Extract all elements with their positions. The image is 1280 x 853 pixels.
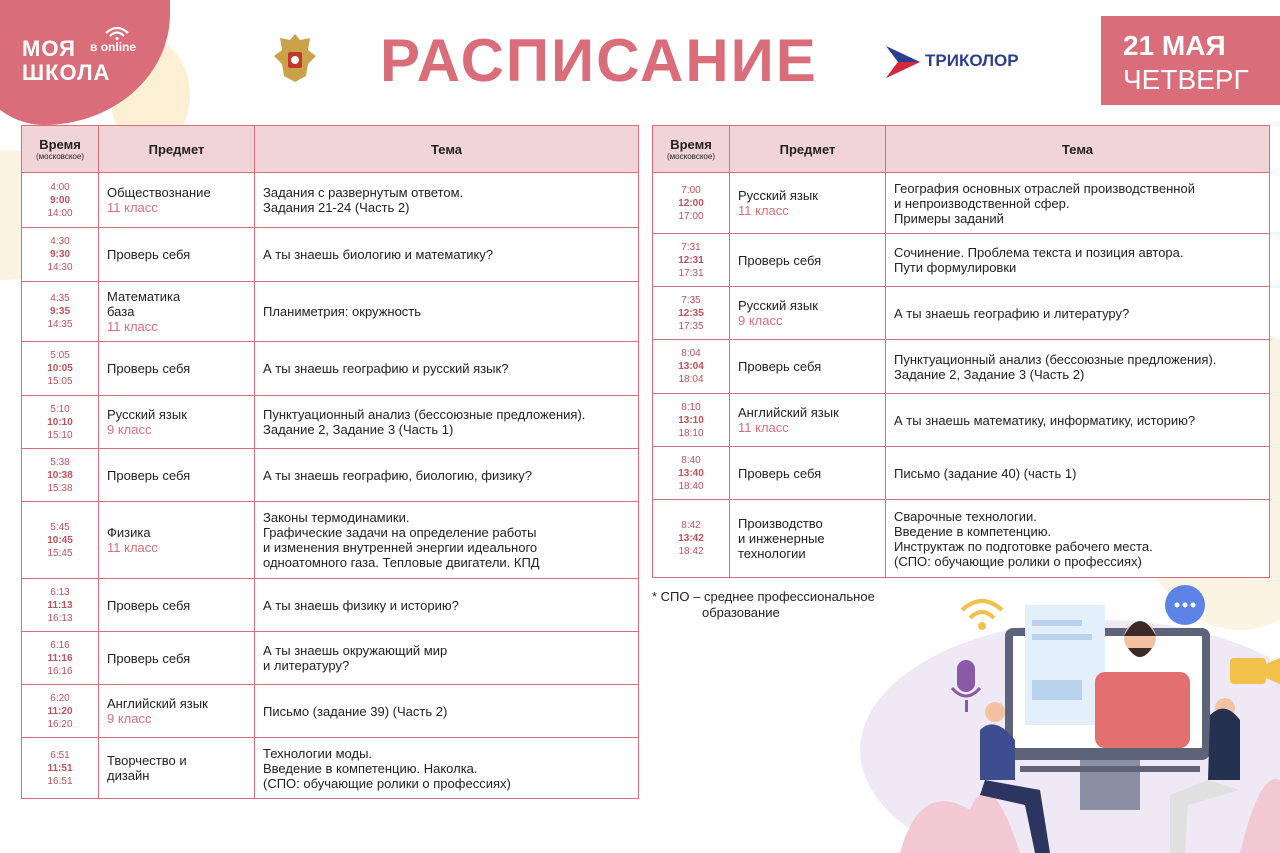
time-cell (653, 394, 730, 447)
time-cell (22, 449, 99, 502)
time-cell (653, 340, 730, 394)
time-cell (22, 282, 99, 342)
topic-line: Планиметрия: окружность (263, 304, 422, 319)
header-subject: Предмет (730, 126, 886, 173)
subject-name: дизайн (107, 768, 150, 783)
time-t2: 10:05 (47, 363, 73, 374)
time-cell (22, 228, 99, 282)
grade-label: 9 класс (107, 711, 152, 726)
time-t2: 11:16 (47, 652, 73, 664)
topic-line: А ты знаешь физику и историю? (263, 597, 459, 613)
time-t3: 16:51 (47, 775, 73, 787)
topic-line: (СПО: обучающие ролики о профессиях) (894, 553, 1142, 569)
subject-cell (730, 500, 886, 578)
time-cell (22, 502, 99, 579)
topic-cell (255, 738, 639, 799)
topic-cell (886, 394, 1270, 447)
topic-cell (886, 500, 1270, 578)
subject-cell (730, 394, 886, 447)
grade-label: 9 класс (107, 422, 152, 437)
time-cell (22, 738, 99, 799)
time-t1: 6:51 (50, 749, 70, 761)
topic-cell (255, 502, 639, 579)
time-t3: 17:35 (678, 320, 704, 332)
subject-name: Математика (107, 289, 181, 304)
time-t3: 14:00 (47, 207, 73, 219)
table-row (653, 340, 1270, 394)
topic-cell (255, 228, 639, 282)
topic-cell (255, 685, 639, 738)
time-cell (22, 579, 99, 632)
topic-line: Задание 2, Задание 3 (Часть 1) (263, 422, 454, 437)
time-t3: 16:20 (47, 718, 73, 730)
topic-line: Графические задачи на определение работы (263, 525, 537, 540)
time-t3: 14:35 (47, 319, 73, 330)
subject-cell (99, 449, 255, 502)
subject-cell (99, 282, 255, 342)
table-row (22, 342, 639, 396)
time-t2: 13:10 (678, 414, 704, 426)
time-t1: 5:10 (50, 403, 70, 415)
subject-name: база (107, 304, 135, 319)
time-t2: 11:51 (47, 762, 73, 774)
time-t2: 12:31 (678, 254, 704, 266)
time-t3: 16:13 (47, 612, 73, 624)
grade-label: 11 класс (107, 200, 158, 215)
table-row (22, 173, 639, 228)
subject-cell (99, 342, 255, 396)
wifi-icon (104, 26, 130, 40)
time-t3: 15:05 (47, 376, 73, 387)
time-cell (22, 173, 99, 228)
topic-line: (СПО: обучающие ролики о профессиях) (263, 775, 511, 791)
header-topic: Тема (886, 126, 1270, 173)
online-lesson-illustration (840, 580, 1280, 853)
table-header-row (653, 126, 1270, 173)
subject-name: Русский язык (107, 407, 187, 422)
moya-shkola-logo (0, 0, 170, 120)
time-t3: 15:45 (47, 547, 73, 559)
time-t2: 13:42 (678, 533, 704, 544)
topic-line: Сочинение. Проблема текста и позиция автора. (894, 245, 1184, 260)
time-t1: 6:16 (50, 639, 70, 651)
subject-cell (99, 228, 255, 282)
ministry-emblem-icon (270, 30, 320, 86)
logo-line1: МОЯ (22, 36, 76, 61)
time-t3: 18:40 (678, 480, 704, 492)
topic-cell (255, 579, 639, 632)
subject-name: Русский язык (738, 188, 818, 203)
time-t2: 10:38 (47, 469, 73, 481)
topic-line: Технологии моды. (263, 745, 373, 761)
subject-name: Производство (738, 516, 823, 531)
footnote-line2: образование (702, 605, 780, 620)
topic-line: Письмо (задание 39) (Часть 2) (263, 703, 448, 719)
topic-line: А ты знаешь географию, биологию, физику? (263, 467, 532, 483)
topic-line: Введение в компетенцию. Наколка. (263, 760, 478, 776)
table-row (22, 396, 639, 449)
subject-cell (99, 396, 255, 449)
schedule-table-right (652, 125, 1270, 578)
time-t2: 9:30 (49, 249, 70, 260)
topic-line: Введение в компетенцию. (894, 523, 1052, 539)
topic-cell (255, 342, 639, 396)
topic-line: одноатомного газа. Тепловые двигатели. КПД (263, 555, 540, 570)
subject-name: Проверь себя (738, 465, 822, 481)
table-row (22, 449, 639, 502)
subject-name: и инженерные (738, 531, 825, 546)
time-cell (653, 287, 730, 340)
table-row (653, 173, 1270, 234)
subject-name: Проверь себя (738, 252, 822, 268)
subject-name: Обществознание (107, 185, 211, 200)
time-t1: 6:20 (50, 692, 70, 704)
topic-cell (255, 632, 639, 685)
time-t1: 4:30 (50, 236, 70, 247)
topic-line: Сварочные технологии. (894, 508, 1037, 524)
topic-line: Задания 21-24 (Часть 2) (263, 200, 410, 215)
subject-cell (730, 173, 886, 234)
topic-line: География основных отраслей производственной (894, 180, 1195, 196)
table-row (653, 500, 1270, 578)
time-t2: 9:00 (49, 194, 70, 206)
time-t3: 15:10 (47, 429, 73, 441)
schedule-table-left (21, 125, 639, 799)
topic-line: А ты знаешь окружающий мир (263, 643, 448, 658)
topic-line: и непроизводственной сфер. (894, 195, 1070, 211)
subject-cell (99, 173, 255, 228)
time-t2: 12:35 (678, 307, 704, 319)
subject-name: Проверь себя (107, 650, 191, 666)
time-cell (22, 632, 99, 685)
time-t2: 10:10 (47, 416, 73, 428)
topic-line: и литературу? (263, 658, 350, 673)
time-t1: 8:40 (681, 454, 701, 466)
time-t3: 18:42 (678, 546, 704, 557)
topic-cell (886, 447, 1270, 500)
table-row (653, 234, 1270, 287)
time-t2: 11:13 (47, 599, 73, 611)
subject-cell (99, 685, 255, 738)
grade-label: 11 класс (738, 420, 789, 435)
partner-name: ТРИКОЛОР (925, 51, 1019, 70)
grade-label: 11 класс (107, 319, 158, 334)
time-t1: 4:00 (50, 181, 70, 193)
subject-name: Английский язык (107, 696, 208, 711)
time-t2: 13:40 (678, 467, 704, 479)
date-weekday: ЧЕТВЕРГ (1123, 64, 1249, 95)
subject-name: Проверь себя (107, 597, 191, 613)
topic-cell (886, 173, 1270, 234)
subject-cell (99, 502, 255, 579)
subject-name: Проверь себя (107, 467, 191, 483)
time-t3: 18:04 (678, 374, 704, 385)
time-t2: 12:00 (678, 197, 704, 209)
subject-cell (99, 738, 255, 799)
grade-label: 9 класс (738, 313, 783, 328)
subject-cell (99, 632, 255, 685)
subject-name: Творчество и (107, 753, 187, 768)
topic-cell (255, 173, 639, 228)
time-t3: 14:30 (47, 262, 73, 273)
topic-line: А ты знаешь математику, информатику, историю? (894, 412, 1196, 428)
time-t1: 5:05 (50, 350, 70, 361)
subject-name: технологии (738, 546, 806, 561)
topic-line: Пунктуационный анализ (бессоюзные предложения). (894, 351, 1217, 367)
grade-label: 11 класс (107, 540, 158, 555)
table-row (653, 287, 1270, 340)
time-t3: 18:10 (678, 427, 704, 439)
table-row (22, 738, 639, 799)
topic-line: Задание 2, Задание 3 (Часть 2) (894, 366, 1085, 382)
topic-cell (886, 234, 1270, 287)
subject-name: Русский язык (738, 298, 818, 313)
header-subject: Предмет (99, 126, 255, 173)
subject-cell (730, 287, 886, 340)
grade-label: 11 класс (738, 203, 789, 218)
topic-line: Задания с развернутым ответом. (263, 185, 464, 200)
topic-line: Письмо (задание 40) (часть 1) (894, 465, 1077, 481)
topic-line: А ты знаешь географию и русский язык? (263, 361, 509, 376)
topic-cell (255, 396, 639, 449)
time-cell (22, 342, 99, 396)
topic-cell (255, 449, 639, 502)
time-cell (22, 685, 99, 738)
time-t1: 8:10 (681, 401, 701, 413)
time-t3: 17:00 (678, 210, 704, 222)
time-t1: 7:31 (681, 241, 701, 253)
time-t2: 13:04 (678, 361, 704, 372)
time-t3: 17:31 (678, 267, 704, 279)
table-row (653, 447, 1270, 500)
subject-cell (730, 447, 886, 500)
subject-name: Проверь себя (738, 359, 822, 374)
topic-line: А ты знаешь биологию и математику? (263, 247, 494, 262)
table-row (22, 579, 639, 632)
time-cell (653, 447, 730, 500)
table-row (22, 502, 639, 579)
time-t3: 16:16 (47, 665, 73, 677)
footnote-line1: * СПО – среднее профессиональное (652, 589, 875, 604)
subject-cell (99, 579, 255, 632)
subject-name: Физика (107, 525, 151, 540)
time-t3: 15:38 (47, 482, 73, 494)
table-row (22, 228, 639, 282)
table-row (22, 685, 639, 738)
table-row (22, 282, 639, 342)
topic-line: Пунктуационный анализ (бессоюзные предложения). (263, 407, 586, 422)
time-cell (653, 173, 730, 234)
time-t1: 4:35 (50, 293, 70, 304)
topic-line: Инструктаж по подготовке рабочего места. (894, 538, 1153, 554)
time-t2: 9:35 (49, 306, 70, 317)
subject-cell (730, 234, 886, 287)
header-time: Время (московское) (22, 126, 99, 173)
header-time: Время (московское) (653, 126, 730, 173)
logo-line2: ШКОЛА (22, 60, 111, 85)
time-t2: 10:45 (47, 534, 73, 546)
topic-line: А ты знаешь географию и литературу? (894, 305, 1130, 321)
subject-cell (730, 340, 886, 394)
topic-line: Законы термодинамики. (263, 510, 410, 525)
time-cell (22, 396, 99, 449)
subject-name: Проверь себя (107, 247, 191, 262)
time-t1: 6:13 (50, 586, 70, 598)
topic-line: Примеры заданий (894, 210, 1004, 226)
time-t1: 5:45 (50, 521, 70, 533)
time-t1: 7:00 (681, 184, 701, 196)
table-row (22, 632, 639, 685)
topic-cell (255, 282, 639, 342)
time-cell (653, 500, 730, 578)
table-row (653, 394, 1270, 447)
subject-name: Проверь себя (107, 361, 191, 376)
page-title: РАСПИСАНИЕ (380, 27, 818, 94)
time-t2: 11:20 (47, 705, 73, 717)
date-day: 21 МАЯ (1123, 30, 1226, 61)
logo-tag: в online (90, 40, 137, 54)
time-t1: 8:42 (681, 520, 701, 531)
time-t1: 7:35 (681, 294, 701, 306)
topic-line: Пути формулировки (894, 260, 1017, 275)
time-cell (653, 234, 730, 287)
subject-name: Английский язык (738, 405, 839, 420)
table-header-row (22, 126, 639, 173)
time-t1: 5:38 (50, 456, 70, 468)
topic-cell (886, 287, 1270, 340)
date-badge (1101, 16, 1280, 105)
header-topic: Тема (255, 126, 639, 173)
topic-cell (886, 340, 1270, 394)
time-t1: 8:04 (681, 348, 701, 359)
topic-line: и изменения внутренней энергии идеального (263, 540, 538, 555)
